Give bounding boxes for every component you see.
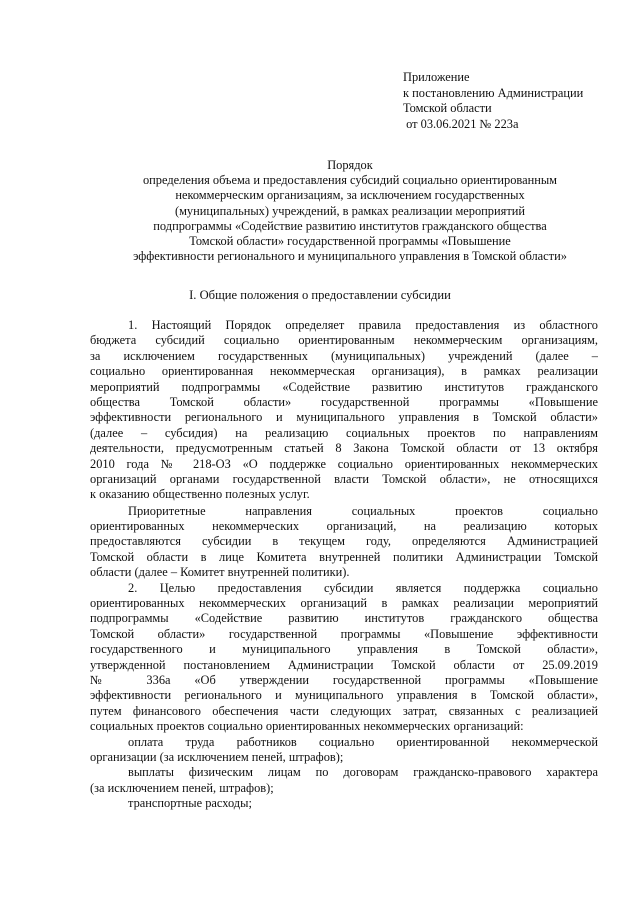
title-line: эффективности регионального и муниципального управления в Томской области» (133, 249, 567, 264)
paragraph-line: Приоритетные направления социальных проектов социально (128, 503, 598, 518)
paragraph-line: Томской области в лице Комитета внутренней политики Администрации Томской (90, 549, 598, 564)
paragraph-line: бюджета субсидий социально ориентированным некоммерческим организациям, (90, 333, 598, 348)
paragraph-line: оплата труда работников социально ориентированной некоммерческой (128, 734, 598, 749)
paragraph-line: транспортные расходы; (128, 796, 252, 811)
appendix-line: к постановлению Администрации (403, 85, 584, 100)
title-line: Томской области» государственной программы «Повышение (189, 234, 511, 249)
paragraph-line: предоставляются субсидии в текущем году, определяются Администрацией (90, 534, 598, 549)
title-line: Порядок (327, 158, 373, 172)
paragraph-line: выплаты физическим лицам по договорам гражданско-правового характера (128, 765, 598, 780)
paragraph-line: организации (за исключением пеней, штрафов); (90, 749, 344, 764)
paragraph-line: эффективности регионального и муниципального управления в Томской области», (90, 688, 598, 703)
paragraph-line: эффективности регионального и муниципального управления в Томской области» (90, 410, 598, 425)
title-line: определения объема и предоставления субсидий социально ориентированным (142, 173, 558, 188)
paragraph-line: общества Томской области» государственной программы «Повышение (90, 394, 598, 409)
paragraph-line: организаций органами государственной власти Томской области», не относящихся (90, 471, 598, 486)
paragraph-line: утвержденной постановлением Администрации Томской области от 25.09.2019 (90, 657, 598, 672)
section-heading: I. Общие положения о предоставлении субсидии (189, 288, 451, 302)
title-line: некоммерческим организациям, за исключением государственных (175, 188, 525, 203)
paragraph-line: Томской области» государственной программы «Повышение эффективности (90, 626, 598, 641)
paragraph-line: ориентированных некоммерческих организаций в рамках реализации мероприятий (90, 596, 598, 611)
paragraph-line: 1. Настоящий Порядок определяет правила предоставления из областного (128, 318, 598, 332)
appendix-line: Томской области (403, 101, 492, 116)
paragraph-line: социальных проектов социально ориентированных некоммерческих организаций: (90, 719, 524, 734)
body-paragraph (90, 504, 598, 581)
paragraph-line: (за исключением пеней, штрафов); (90, 780, 274, 795)
body-paragraph (90, 796, 598, 811)
paragraph-line: (далее – субсидия) на реализацию социальных проектов по направлениям (90, 425, 598, 440)
paragraph-line: социально ориентированная некоммерческая организация), в рамках реализации (90, 364, 598, 379)
paragraph-line: 2. Целью предоставления субсидии является поддержка социально (128, 580, 598, 595)
paragraph-line: к оказанию общественно полезных услуг. (90, 487, 310, 502)
paragraph-line: подпрограммы «Содействие развитию институтов гражданского общества (90, 611, 598, 626)
paragraph-line: государственного и муниципального управления в Томской области», (90, 642, 598, 657)
body-paragraph (90, 318, 598, 503)
document-body (90, 318, 598, 812)
body-paragraph (90, 735, 598, 766)
title-line: (муниципальных) учреждений, в рамках реализации мероприятий (174, 203, 526, 218)
title-line: подпрограммы «Содействие развитию институтов гражданского общества (153, 218, 547, 233)
paragraph-line: № 336а «Об утверждении государственной программы «Повышение (90, 673, 598, 688)
paragraph-line: за исключением государственных (муниципальных) учреждений (далее – (90, 348, 598, 363)
appendix-line: от 03.06.2021 № 223а (403, 116, 519, 131)
appendix-block (403, 70, 583, 132)
paragraph-line: 2010 года № 218-ОЗ «О поддержке социально ориентированных некоммерческих (90, 456, 598, 471)
paragraph-line: ориентированных некоммерческих организаций, на реализацию которых (90, 519, 598, 534)
paragraph-line: деятельности, предусмотренным статьей 8 Закона Томской области от 13 октября (90, 441, 598, 456)
paragraph-line: мероприятий подпрограммы «Содействие развитию институтов гражданского (90, 379, 598, 394)
body-paragraph (90, 581, 598, 735)
body-paragraph (90, 765, 598, 796)
document-title (60, 158, 640, 264)
paragraph-line: путем финансового обеспечения части следующих затрат, связанных с реализацией (90, 703, 598, 718)
paragraph-line: области (далее – Комитет внутренней политики). (90, 565, 350, 580)
appendix-line: Приложение (403, 70, 470, 84)
